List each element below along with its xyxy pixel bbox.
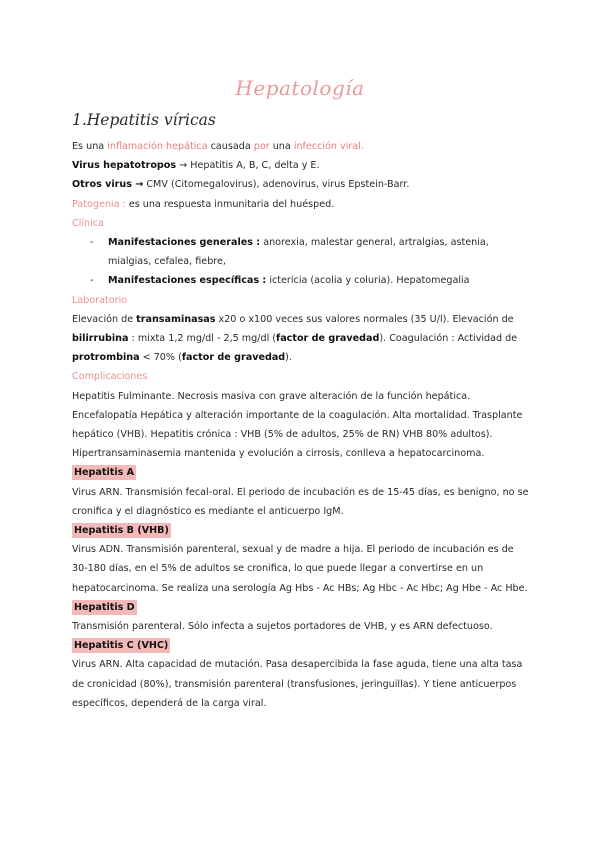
manifestaciones-especificas-text: ictericia (acolia y coluria). Hepatomegalia [266,275,470,287]
lab-bold-factor-2: factor de gravedad [181,352,286,364]
hepatitis-b-heading: Hepatitis B (VHB) [74,525,169,537]
virus-hepatotropos-label: Virus hepatotropos [72,160,177,172]
lab-text-4: ). Coagulación : Actividad de [379,333,518,345]
intro-text-1: Es una [72,141,108,152]
manifestaciones-generales-label: Manifestaciones generales : [108,237,261,249]
lab-bold-factor-1: factor de gravedad [276,333,380,345]
laboratorio-heading: Laboratorio [72,294,128,306]
complicaciones-paragraph: Hepatitis Fulminante. Necrosis masiva con grave alteración de la función hepática. Encefalopatía Hepática y alteración importante de la coagulación. Alta mortalidad. Trasplante hepático (VHB). Hepatitis crónica : VHB (5% de adultos, 25% de RN) VHB 80% adultos). Hipertransaminasemia mantenida y evolución a cirrosis, conlleva a hepatocarcinoma. [72,390,523,460]
virus-hepatotropos-text: → Hepatitis A, B, C, delta y E. [176,160,320,172]
virus-hepatotropos-line [72,156,530,175]
intro-text-2: causada [207,141,254,152]
document-body [72,137,530,713]
lab-text-1: Elevación de [72,313,137,325]
hepatitis-c-heading: Hepatitis C (VHC) [74,640,169,652]
hepatitis-d-paragraph: Transmisión parenteral. Sólo infecta a sujetos portadores de VHB, y es ARN defectuoso. [72,621,493,633]
otros-virus-line [72,175,530,194]
intro-keyword-1: inflamación hepática [107,141,208,152]
list-item [72,271,530,290]
intro-text-3: una [269,141,294,152]
clinica-heading: Clínica [72,217,104,229]
intro-keyword-3: infección viral. [293,141,364,152]
patogenia-line [72,195,530,214]
lab-text-3: : mixta 1,2 mg/dl - 2,5 mg/dl ( [128,333,277,345]
lab-text-5: < 70% ( [139,352,182,364]
otros-virus-label: Otros virus → [72,179,144,191]
lab-text-6: ). [285,352,292,364]
hepatitis-a-paragraph: Virus ARN. Transmisión fecal-oral. El periodo de incubación es de 15-45 días, es benigno, no se cronifica y el diagnóstico es mediante el anticuerpo IgM. [72,486,529,517]
lab-bold-transaminasas: transaminasas [136,313,216,325]
hepatitis-b-paragraph: Virus ADN. Transmisión parenteral, sexual y de madre a hija. El periodo de incubación es de 30-180 días, en el 5% de adultos se cronifica, lo que puede llegar a convertirse en un hepatocarcinoma. Se realiza una serología Ag Hbs - Ac HBs; Ag Hbc - Ac Hbc; Ag Hbe - Ac Hbe. [72,544,528,594]
lab-text-2: x20 o x100 veces sus valores normales (35 U/l). Elevación de [215,313,514,325]
laboratorio-paragraph [72,310,530,368]
page-title: Hepatología [235,76,365,100]
hepatitis-c-paragraph: Virus ARN. Alta capacidad de mutación. Pasa desapercibida la fase aguda, tiene una alta tasa de cronicidad (80%), transmisión parenteral (transfusiones, jeringuillas). Y tiene anticuerpos específicos, dependerá de la carga viral. [72,659,523,709]
lab-bold-protrombina: protrombina [72,352,140,364]
dash-bullet: - [90,275,94,287]
dash-bullet: - [90,237,94,249]
manifestaciones-generales-text: anorexia, malestar general, artralgias, astenia, mialgias, cefalea, fiebre, [108,237,489,268]
hepatitis-a-heading: Hepatitis A [74,467,135,479]
lab-bold-bilirrubina: bilirrubina [72,333,129,345]
clinica-list [72,233,530,291]
patogenia-label: Patogenia : [72,198,126,210]
otros-virus-text: CMV (Citomegalovirus), adenovirus, virus Epstein-Barr. [143,179,410,191]
intro-paragraph [72,137,530,156]
intro-keyword-2: por [253,141,270,152]
hepatitis-d-heading: Hepatitis D [74,601,135,613]
complicaciones-heading: Complicaciones [72,371,148,383]
manifestaciones-especificas-label: Manifestaciones específicas : [108,275,267,287]
list-item [72,233,530,271]
section-heading: 1.Hepatitis víricas [72,111,216,129]
patogenia-text: es una respuesta inmunitaria del huésped. [125,198,335,210]
